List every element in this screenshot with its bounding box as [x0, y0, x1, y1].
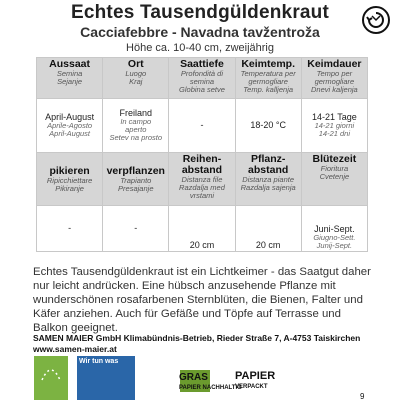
product-description: Echtes Tausendgüldenkraut ist ein Lichtkeimer - das Saatgut daher nur leicht andrücken. Eine hübsch anzusehende Pflanze mit wunderschönen rosafarbenen Sternblüten, die Bienen, Falter und Käfer anziehen. Auch für Gefäße und Töpfe auf Terrasse und Balkon geeignet.	[33, 266, 371, 334]
value-cell: 20 cm	[169, 206, 235, 252]
header-cell: Blütezeit Fioritura Cvetenje	[301, 153, 367, 206]
value-cell: -	[169, 99, 235, 153]
value-cell: April-August Aprile-Agosto April-August	[37, 99, 103, 153]
cultivation-table	[36, 57, 368, 252]
wir-tun-was-logo: Wir tun was	[77, 356, 135, 400]
value-cell: Freiland In campo aperto Setev na prosto	[103, 99, 169, 153]
header-cell: Saattiefe Profondità di semina Globina setve	[169, 58, 235, 99]
eu-organic-logo	[34, 356, 68, 400]
company-address: SAMEN MAIER GmbH Klimabündnis-Betrieb, Rieder Straße 7, A-4753 Taiskirchen	[33, 333, 361, 343]
value-cell: -	[37, 206, 103, 252]
value-cell: 20 cm	[235, 206, 301, 252]
header-cell: Reihen- abstand Distanza file Razdalja med vrstami	[169, 153, 235, 206]
product-subtitle: Cacciafebbre - Navadna tavžentroža	[80, 24, 320, 40]
product-title: Echtes Tausendgüldenkraut	[70, 2, 330, 23]
gras-label: GRAS	[179, 372, 208, 383]
recycle-icon	[362, 6, 390, 34]
header-cell: Ort Luogo Kraj	[103, 58, 169, 99]
papier-sub-label: VERPACKT	[235, 384, 268, 390]
value-cell: Juni-Sept. Giugno-Sett. Junij-Sept.	[301, 206, 367, 252]
header-cell: verpflanzen Trapianto Presajanje	[103, 153, 169, 206]
value-cell: 14-21 Tage 14-21 giorni 14-21 dni	[301, 99, 367, 153]
barcode-digits: 9	[360, 392, 365, 400]
header-cell: Aussaat Semina Sejanje	[37, 58, 103, 99]
header-cell: Pflanz- abstand Distanza piante Razdalja sajenja	[235, 153, 301, 206]
value-cell: -	[103, 206, 169, 252]
value-cell: 18-20 °C	[235, 99, 301, 153]
company-url: www.samen-maier.at	[33, 344, 117, 354]
header-cell: Keimdauer Tempo per germogliare Dnevi kaljenja	[301, 58, 367, 99]
header-cell: pikieren Ripicchiettare Pikiranje	[37, 153, 103, 206]
header-cell: Keimtemp. Temperatura per germogliare Temp. kalljenja	[235, 58, 301, 99]
gras-sub-label: PAPIER NACHHALTIG	[179, 385, 242, 391]
height-note: Höhe ca. 10-40 cm, zweijährig	[126, 42, 274, 54]
papier-label: PAPIER	[235, 370, 276, 382]
